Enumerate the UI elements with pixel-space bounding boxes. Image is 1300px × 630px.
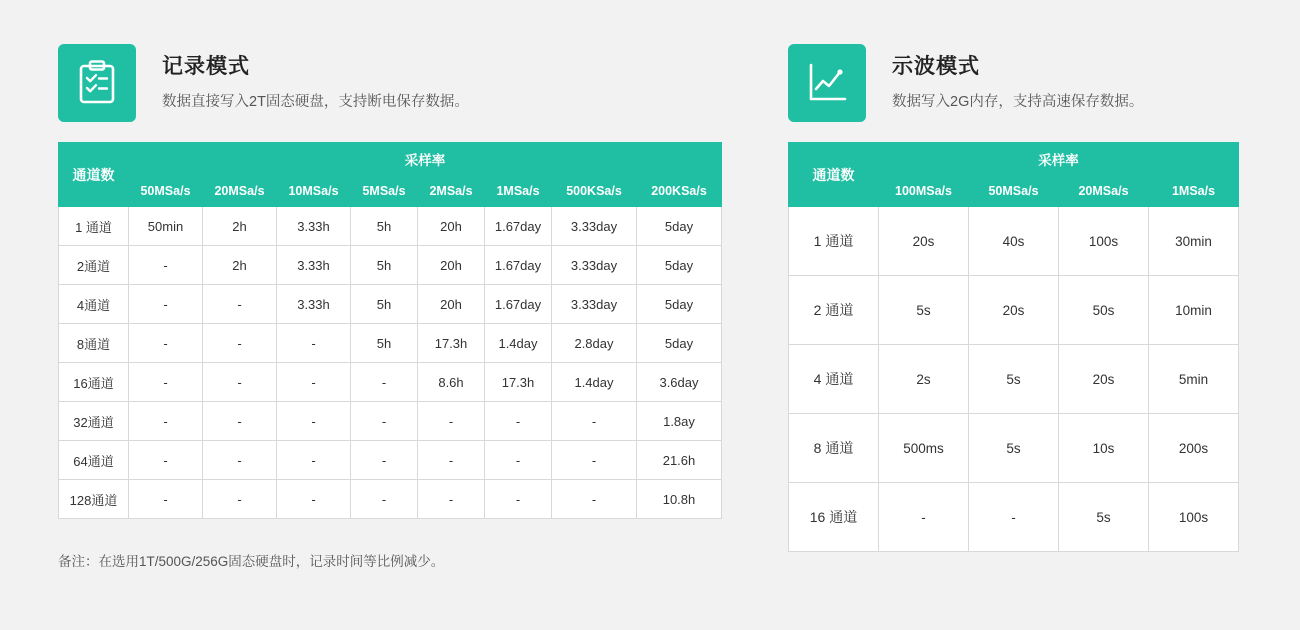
record-table-column-header-row bbox=[59, 176, 722, 207]
scope-cell-0-3: 30min bbox=[1149, 207, 1239, 276]
record-cell-5-0: - bbox=[129, 402, 203, 441]
record-cell-7-1: - bbox=[203, 480, 277, 519]
record-table-col-7: 200KSa/s bbox=[637, 176, 722, 207]
record-cell-0-7: 5day bbox=[637, 207, 722, 246]
record-cell-0-0: 50min bbox=[129, 207, 203, 246]
record-row-3-channel: 8通道 bbox=[59, 324, 129, 363]
record-cell-3-1: - bbox=[203, 324, 277, 363]
record-cell-2-3: 5h bbox=[351, 285, 418, 324]
scope-cell-1-3: 10min bbox=[1149, 276, 1239, 345]
record-cell-5-1: - bbox=[203, 402, 277, 441]
record-table-group-header: 采样率 bbox=[129, 143, 722, 176]
record-cell-4-7: 3.6day bbox=[637, 363, 722, 402]
table-row bbox=[59, 246, 722, 285]
record-cell-4-3: - bbox=[351, 363, 418, 402]
record-cell-1-0: - bbox=[129, 246, 203, 285]
record-cell-5-3: - bbox=[351, 402, 418, 441]
table-row bbox=[59, 324, 722, 363]
record-mode-header bbox=[58, 0, 738, 122]
record-mode-description: 数据直接写入2T固态硬盘，支持断电保存数据。 bbox=[162, 94, 469, 111]
record-cell-1-1: 2h bbox=[203, 246, 277, 285]
record-cell-2-2: 3.33h bbox=[277, 285, 351, 324]
scope-cell-2-3: 5min bbox=[1149, 345, 1239, 414]
scope-cell-2-2: 20s bbox=[1059, 345, 1149, 414]
record-mode-panel bbox=[58, 0, 738, 508]
scope-row-1-channel: 2 通道 bbox=[789, 276, 879, 345]
record-cell-6-5: - bbox=[485, 441, 552, 480]
record-cell-3-3: 5h bbox=[351, 324, 418, 363]
table-row bbox=[59, 363, 722, 402]
record-cell-4-2: - bbox=[277, 363, 351, 402]
scope-cell-0-1: 40s bbox=[969, 207, 1059, 276]
table-row bbox=[59, 480, 722, 519]
record-cell-1-7: 5day bbox=[637, 246, 722, 285]
record-table-col-3: 5MSa/s bbox=[351, 176, 418, 207]
scope-mode-panel bbox=[788, 0, 1258, 525]
record-cell-7-3: - bbox=[351, 480, 418, 519]
record-cell-7-5: - bbox=[485, 480, 552, 519]
scope-mode-title: 示波模式 bbox=[892, 55, 980, 78]
scope-cell-4-3: 100s bbox=[1149, 483, 1239, 552]
record-table-corner-header: 通道数 bbox=[59, 143, 129, 207]
record-row-1-channel: 2通道 bbox=[59, 246, 129, 285]
record-cell-2-7: 5day bbox=[637, 285, 722, 324]
scope-cell-1-1: 20s bbox=[969, 276, 1059, 345]
waveform-chart-icon bbox=[788, 44, 866, 122]
record-cell-5-6: - bbox=[552, 402, 637, 441]
record-cell-0-6: 3.33day bbox=[552, 207, 637, 246]
record-table-col-5: 1MSa/s bbox=[485, 176, 552, 207]
scope-cell-1-0: 5s bbox=[879, 276, 969, 345]
table-row bbox=[59, 441, 722, 480]
record-table-col-2: 10MSa/s bbox=[277, 176, 351, 207]
record-cell-7-7: 10.8h bbox=[637, 480, 722, 519]
scope-table-col-3: 1MSa/s bbox=[1149, 176, 1239, 207]
record-cell-7-2: - bbox=[277, 480, 351, 519]
record-table-col-6: 500KSa/s bbox=[552, 176, 637, 207]
record-cell-3-6: 2.8day bbox=[552, 324, 637, 363]
record-row-6-channel: 64通道 bbox=[59, 441, 129, 480]
record-table-col-0: 50MSa/s bbox=[129, 176, 203, 207]
scope-cell-3-3: 200s bbox=[1149, 414, 1239, 483]
record-row-0-channel: 1 通道 bbox=[59, 207, 129, 246]
scope-mode-header bbox=[788, 0, 1258, 122]
record-cell-3-0: - bbox=[129, 324, 203, 363]
scope-row-3-channel: 8 通道 bbox=[789, 414, 879, 483]
record-cell-7-6: - bbox=[552, 480, 637, 519]
record-cell-6-6: - bbox=[552, 441, 637, 480]
scope-cell-4-2: 5s bbox=[1059, 483, 1149, 552]
record-cell-1-3: 5h bbox=[351, 246, 418, 285]
record-cell-4-0: - bbox=[129, 363, 203, 402]
record-cell-0-2: 3.33h bbox=[277, 207, 351, 246]
record-cell-1-5: 1.67day bbox=[485, 246, 552, 285]
table-row bbox=[789, 276, 1239, 345]
scope-mode-table bbox=[788, 142, 1239, 552]
scope-cell-2-0: 2s bbox=[879, 345, 969, 414]
record-cell-4-1: - bbox=[203, 363, 277, 402]
scope-cell-3-2: 10s bbox=[1059, 414, 1149, 483]
table-row bbox=[59, 207, 722, 246]
record-cell-2-0: - bbox=[129, 285, 203, 324]
record-cell-4-5: 17.3h bbox=[485, 363, 552, 402]
record-cell-6-2: - bbox=[277, 441, 351, 480]
table-row bbox=[789, 414, 1239, 483]
record-table-col-1: 20MSa/s bbox=[203, 176, 277, 207]
footnote: 备注：在选用1T/500G/256G固态硬盘时，记录时间等比例减少。 bbox=[58, 554, 445, 569]
scope-cell-3-1: 5s bbox=[969, 414, 1059, 483]
record-cell-2-4: 20h bbox=[418, 285, 485, 324]
table-row bbox=[59, 402, 722, 441]
record-cell-6-4: - bbox=[418, 441, 485, 480]
scope-cell-2-1: 5s bbox=[969, 345, 1059, 414]
scope-mode-description: 数据写入2G内存，支持高速保存数据。 bbox=[892, 94, 1144, 111]
record-cell-4-4: 8.6h bbox=[418, 363, 485, 402]
record-cell-1-4: 20h bbox=[418, 246, 485, 285]
record-cell-5-2: - bbox=[277, 402, 351, 441]
record-row-2-channel: 4通道 bbox=[59, 285, 129, 324]
table-row bbox=[789, 207, 1239, 276]
scope-cell-4-1: - bbox=[969, 483, 1059, 552]
record-cell-1-6: 3.33day bbox=[552, 246, 637, 285]
record-table-col-4: 2MSa/s bbox=[418, 176, 485, 207]
scope-table-col-2: 20MSa/s bbox=[1059, 176, 1149, 207]
scope-table-col-0: 100MSa/s bbox=[879, 176, 969, 207]
record-cell-6-0: - bbox=[129, 441, 203, 480]
table-row bbox=[59, 285, 722, 324]
record-cell-7-0: - bbox=[129, 480, 203, 519]
record-cell-3-2: - bbox=[277, 324, 351, 363]
record-cell-1-2: 3.33h bbox=[277, 246, 351, 285]
scope-table-corner-header: 通道数 bbox=[789, 143, 879, 207]
scope-row-4-channel: 16 通道 bbox=[789, 483, 879, 552]
record-cell-5-4: - bbox=[418, 402, 485, 441]
scope-cell-0-2: 100s bbox=[1059, 207, 1149, 276]
record-cell-6-7: 21.6h bbox=[637, 441, 722, 480]
record-cell-3-7: 5day bbox=[637, 324, 722, 363]
record-cell-2-5: 1.67day bbox=[485, 285, 552, 324]
record-cell-0-4: 20h bbox=[418, 207, 485, 246]
scope-cell-3-0: 500ms bbox=[879, 414, 969, 483]
record-cell-0-3: 5h bbox=[351, 207, 418, 246]
scope-cell-1-2: 50s bbox=[1059, 276, 1149, 345]
record-mode-text bbox=[162, 44, 469, 112]
record-cell-0-5: 1.67day bbox=[485, 207, 552, 246]
record-mode-title: 记录模式 bbox=[162, 55, 250, 78]
scope-row-0-channel: 1 通道 bbox=[789, 207, 879, 276]
scope-cell-0-0: 20s bbox=[879, 207, 969, 276]
scope-row-2-channel: 4 通道 bbox=[789, 345, 879, 414]
record-mode-table bbox=[58, 142, 722, 519]
record-cell-2-1: - bbox=[203, 285, 277, 324]
table-row bbox=[789, 345, 1239, 414]
record-cell-6-3: - bbox=[351, 441, 418, 480]
record-row-7-channel: 128通道 bbox=[59, 480, 129, 519]
record-cell-5-5: - bbox=[485, 402, 552, 441]
table-row bbox=[789, 483, 1239, 552]
record-cell-3-4: 17.3h bbox=[418, 324, 485, 363]
record-cell-7-4: - bbox=[418, 480, 485, 519]
record-cell-3-5: 1.4day bbox=[485, 324, 552, 363]
record-row-4-channel: 16通道 bbox=[59, 363, 129, 402]
scope-cell-4-0: - bbox=[879, 483, 969, 552]
record-cell-5-7: 1.8ay bbox=[637, 402, 722, 441]
record-cell-4-6: 1.4day bbox=[552, 363, 637, 402]
record-cell-0-1: 2h bbox=[203, 207, 277, 246]
record-cell-2-6: 3.33day bbox=[552, 285, 637, 324]
scope-table-col-1: 50MSa/s bbox=[969, 176, 1059, 207]
record-cell-6-1: - bbox=[203, 441, 277, 480]
record-row-5-channel: 32通道 bbox=[59, 402, 129, 441]
scope-table-group-header: 采样率 bbox=[879, 143, 1239, 176]
scope-mode-text bbox=[892, 44, 1143, 112]
clipboard-checklist-icon bbox=[58, 44, 136, 122]
